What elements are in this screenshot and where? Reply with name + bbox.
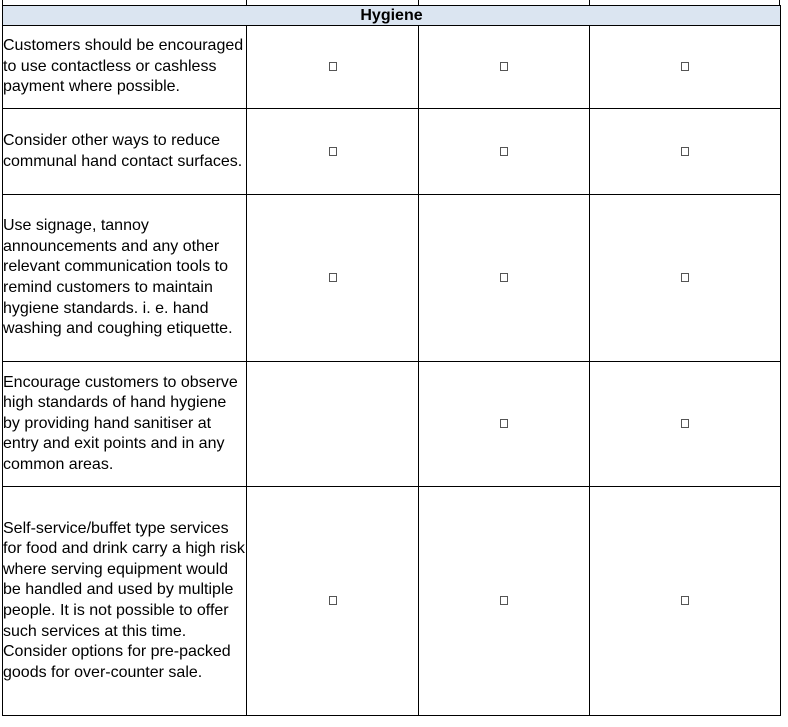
checkbox-cell (419, 487, 590, 716)
checkbox-cell (247, 195, 419, 362)
checkbox-cell (419, 195, 590, 362)
checkbox[interactable] (500, 273, 508, 282)
table-row (3, 362, 781, 487)
hygiene-checklist-table (2, 5, 781, 716)
checkbox[interactable] (681, 273, 689, 282)
checkbox[interactable] (681, 147, 689, 156)
checkbox-cell (247, 26, 419, 109)
checkbox[interactable] (500, 62, 508, 71)
checkbox[interactable] (329, 147, 337, 156)
checkbox-cell (590, 26, 781, 109)
checkbox-cell (247, 487, 419, 716)
section-header-row (3, 6, 781, 26)
section-title: Hygiene (3, 6, 781, 26)
measure-text: Consider other ways to reduce communal hand contact surfaces. (3, 109, 247, 195)
table-row (3, 487, 781, 716)
measure-text: Encourage customers to observe high standards of hand hygiene by providing hand sanitiser at entry and exit points and in any common areas. (3, 362, 247, 487)
checkbox[interactable] (329, 273, 337, 282)
checkbox[interactable] (329, 62, 337, 71)
checkbox-cell (590, 487, 781, 716)
checkbox[interactable] (681, 596, 689, 605)
checkbox[interactable] (500, 419, 508, 428)
empty-cell (247, 362, 419, 487)
checkbox[interactable] (681, 419, 689, 428)
checkbox-cell (590, 362, 781, 487)
table-row (3, 26, 781, 109)
measure-text: Self-service/buffet type services for food and drink carry a high risk where serving equipment would be handled and used by multiple people. It is not possible to offer such services at this time. Consider options for pre-packed goods for over-counter sale. (3, 487, 247, 716)
table-row (3, 195, 781, 362)
checkbox-cell (590, 109, 781, 195)
checkbox[interactable] (500, 596, 508, 605)
checkbox-cell (590, 195, 781, 362)
table-row (3, 109, 781, 195)
checkbox-cell (419, 362, 590, 487)
checkbox-cell (419, 26, 590, 109)
checkbox[interactable] (681, 62, 689, 71)
checkbox-cell (247, 109, 419, 195)
checkbox[interactable] (500, 147, 508, 156)
measure-text: Customers should be encouraged to use contactless or cashless payment where possible. (3, 26, 247, 109)
measure-text: Use signage, tannoy announcements and any other relevant communication tools to remind customers to maintain hygiene standards. i. e. hand washing and coughing etiquette. (3, 195, 247, 362)
checkbox-cell (419, 109, 590, 195)
checkbox[interactable] (329, 596, 337, 605)
